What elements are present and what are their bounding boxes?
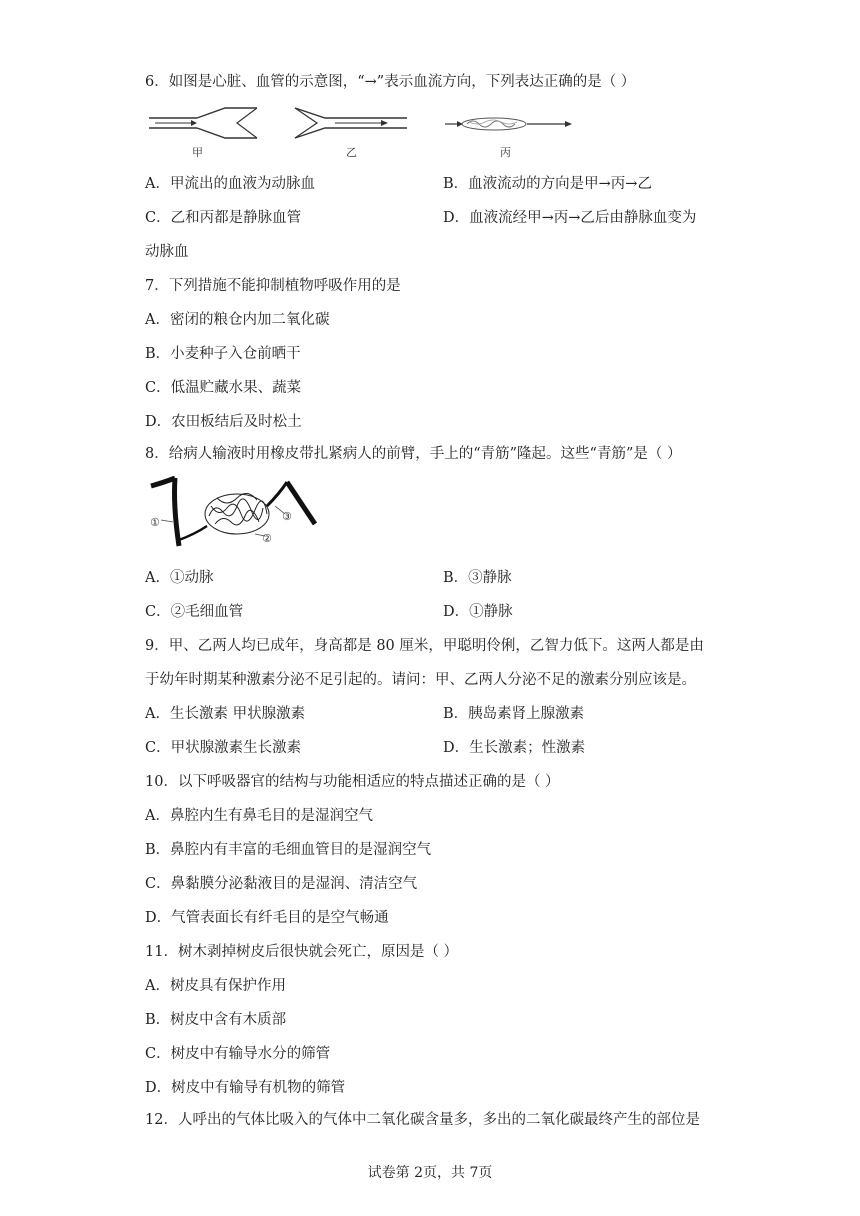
q6-option-a: A．甲流出的血液为动脉血 [145, 176, 315, 192]
q10-option-c: C．鼻黏膜分泌黏液目的是湿润、清洁空气 [145, 876, 418, 892]
q6-option-d: D．血液流经甲→丙→乙后由静脉血变为 [443, 210, 697, 226]
q8-option-c: C．②毛细血管 [145, 604, 244, 620]
q11-option-c: C．树皮中有输导水分的筛管 [145, 1046, 331, 1062]
q9-option-a: A．生长激素 甲状腺激素 [145, 706, 306, 722]
q11-option-a: A．树皮具有保护作用 [145, 978, 286, 994]
q11-stem: 11．树木剥掉树皮后很快就会死亡，原因是（ ） [145, 944, 459, 960]
q11-option-b: B．树皮中含有木质部 [145, 1012, 287, 1028]
q8-option-d: D．①静脉 [443, 604, 513, 620]
q10-option-a: A．鼻腔内生有鼻毛目的是湿润空气 [145, 808, 373, 824]
q8-stem: 8．给病人输液时用橡皮带扎紧病人的前臂，手上的“青筋”隆起。这些“青筋”是（ ） [145, 446, 682, 462]
q8-option-a: A．①动脉 [145, 570, 214, 586]
label-yi: 乙 [346, 146, 357, 159]
vessel-jia-icon [149, 108, 257, 138]
mark-2: ② [262, 532, 272, 545]
vessel-yi-icon [295, 108, 407, 138]
page-footer: 试卷第 2页，共 7页 [367, 1165, 493, 1181]
mark-3: ③ [282, 510, 292, 523]
q10-option-b: B．鼻腔内有丰富的毛细血管目的是湿润空气 [145, 842, 432, 858]
q8-blood-vessel-figure [145, 476, 325, 556]
q9-stem-line1: 9．甲、乙两人均已成年，身高都是 80 厘米，甲聪明伶俐，乙智力低下。这两人都是由 [145, 638, 704, 654]
q11-option-d: D．树皮中有输导有机物的筛管 [145, 1080, 346, 1096]
q10-stem: 10．以下呼吸器官的结构与功能相适应的特点描述正确的是（ ） [145, 774, 560, 790]
q6-vessel-figure [145, 104, 585, 160]
q9-option-b: B．胰岛素肾上腺激素 [443, 706, 585, 722]
q10-option-d: D．气管表面长有纤毛目的是空气畅通 [145, 910, 389, 926]
q8-option-b: B．③静脉 [443, 570, 512, 586]
q6-option-c: C．乙和丙都是静脉血管 [145, 210, 302, 226]
mark-1: ① [150, 516, 160, 529]
q6-stem: 6．如图是心脏、血管的示意图，“→”表示血流方向，下列表达正确的是（ ） [145, 74, 636, 90]
q7-stem: 7．下列措施不能抑制植物呼吸作用的是 [145, 278, 401, 294]
q9-option-c: C．甲状腺激素生长激素 [145, 740, 302, 756]
q9-option-d: D．生长激素；性激素 [443, 740, 586, 756]
q9-stem-line2: 于幼年时期某种激素分泌不足引起的。请问：甲、乙两人分泌不足的激素分别应该是。 [145, 672, 696, 688]
q7-option-d: D．农田板结后及时松土 [145, 414, 302, 430]
q6-option-d-continued: 动脉血 [145, 244, 189, 260]
vessel-bing-icon [445, 118, 572, 130]
q7-option-a: A．密闭的粮仓内加二氧化碳 [145, 312, 330, 328]
label-jia: 甲 [192, 146, 203, 159]
q7-option-c: C．低温贮藏水果、蔬菜 [145, 380, 302, 396]
label-bing: 丙 [500, 146, 511, 159]
q12-stem: 12．人呼出的气体比吸入的气体中二氧化碳含量多，多出的二氧化碳最终产生的部位是 [145, 1112, 700, 1128]
q6-option-b: B．血液流动的方向是甲→丙→乙 [443, 176, 652, 192]
q7-option-b: B．小麦种子入仓前晒干 [145, 346, 301, 362]
